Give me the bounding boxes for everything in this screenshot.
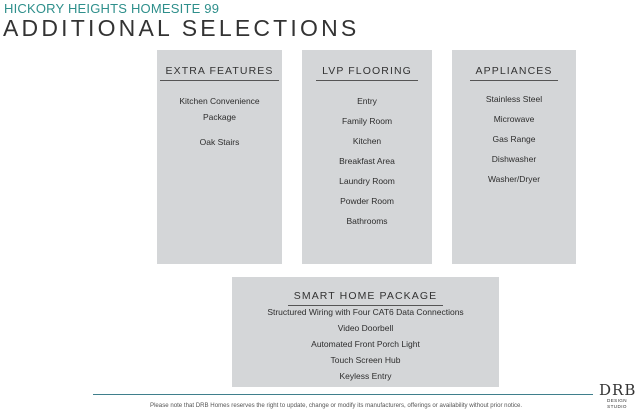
list-item: Powder Room xyxy=(340,196,394,206)
list-item: Microwave xyxy=(493,114,535,124)
lvp-flooring-panel xyxy=(302,50,432,264)
list-item: Automated Front Porch Light xyxy=(311,339,420,349)
drb-design-studio-logo xyxy=(599,382,635,410)
extra-features-panel xyxy=(157,50,282,264)
list-item: Dishwasher xyxy=(491,154,537,164)
list-item: Keyless Entry xyxy=(339,371,392,381)
panel-title: LVP FLOORING xyxy=(316,65,418,81)
panel-title: SMART HOME PACKAGE xyxy=(288,290,444,306)
page-subtitle: HICKORY HEIGHTS HOMESITE 99 xyxy=(4,1,220,16)
smart-home-panel xyxy=(232,277,499,387)
list-item: Washer/Dryer xyxy=(487,174,541,184)
list-item: Family Room xyxy=(341,116,393,126)
list-item: Bathrooms xyxy=(346,216,388,226)
list-item: Oak Stairs xyxy=(199,137,240,147)
list-item: Gas Range xyxy=(492,134,536,144)
appliances-panel xyxy=(452,50,576,264)
list-item: Package xyxy=(202,112,237,122)
page-title: ADDITIONAL SELECTIONS xyxy=(3,15,360,41)
footer-divider xyxy=(93,394,593,395)
list-item: Video Doorbell xyxy=(337,323,394,333)
list-item: Kitchen Convenience xyxy=(179,96,260,106)
panel-title: APPLIANCES xyxy=(470,65,559,81)
list-item: Entry xyxy=(357,96,377,106)
logo-mark: DRB xyxy=(599,381,637,399)
list-item: Touch Screen Hub xyxy=(330,355,401,365)
list-item: Breakfast Area xyxy=(339,156,395,166)
disclaimer-text: Please note that DRB Homes reserves the right to update, change or modify its manufacturers, offerings or availability without prior notice. xyxy=(150,402,523,409)
list-item: Stainless Steel xyxy=(485,94,543,104)
list-item: Kitchen xyxy=(352,136,382,146)
list-item: Structured Wiring with Four CAT6 Data Connections xyxy=(267,307,464,317)
logo-text: DESIGN STUDIO xyxy=(606,398,627,409)
panel-title: EXTRA FEATURES xyxy=(160,65,280,81)
list-item: Laundry Room xyxy=(339,176,395,186)
